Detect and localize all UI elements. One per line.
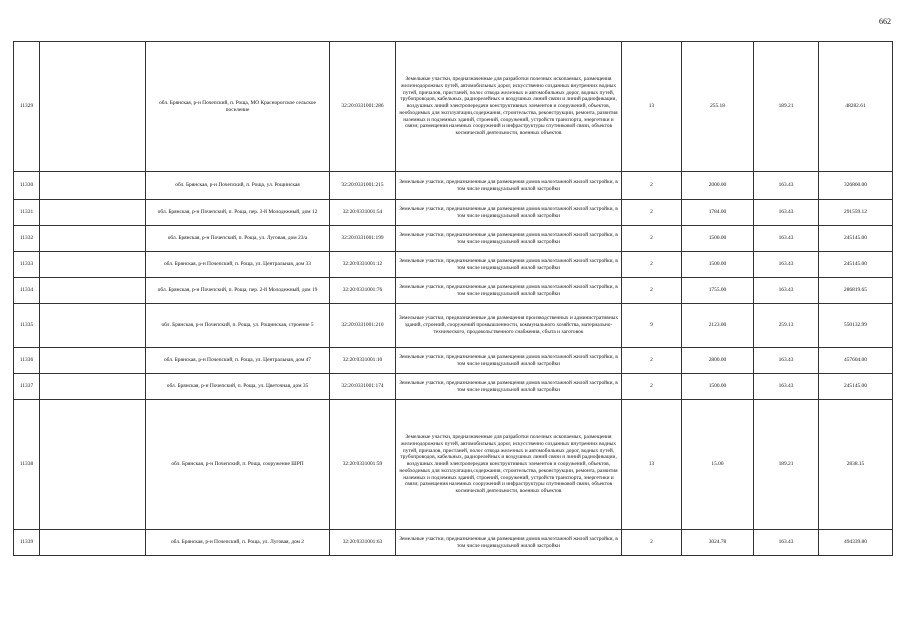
cell-use-group: 2	[622, 278, 682, 304]
cell-cadastral-number: 32:20:0331001:286	[330, 42, 396, 172]
cell-row-number: 11334	[14, 278, 40, 304]
cell-cadastral-number: 32:20:0331001:10	[330, 348, 396, 374]
cell-blank	[40, 348, 146, 374]
cell-cadastral-number: 32:20:0331001:54	[330, 200, 396, 226]
table-row	[14, 226, 893, 252]
cell-row-number: 11336	[14, 348, 40, 374]
cell-cadastral-number: 32:20:0331001:215	[330, 172, 396, 200]
table-row	[14, 42, 893, 172]
cell-use-group: 2	[622, 530, 682, 556]
cell-cadastral-number: 32:20:0331001:12	[330, 252, 396, 278]
cell-row-number: 11337	[14, 374, 40, 400]
cell-cadastral-number: 32:20:0331001:210	[330, 304, 396, 348]
cell-blank	[40, 278, 146, 304]
cell-area: 15.00	[682, 400, 754, 530]
cell-specific-value: 259.13	[754, 304, 819, 348]
cell-blank	[40, 400, 146, 530]
table-row	[14, 172, 893, 200]
cadastral-value-table	[13, 41, 893, 556]
cell-cadastral-value: 286819.65	[819, 278, 893, 304]
cell-area: 1500.00	[682, 374, 754, 400]
cell-use-group: 2	[622, 200, 682, 226]
cell-use-group: 2	[622, 226, 682, 252]
cell-specific-value: 163.43	[754, 278, 819, 304]
cell-permitted-use: Земельные участки, предназначенные для размещения домов малоэтажной жилой застройки, в том числе индивидуальной жилой застройки	[396, 226, 622, 252]
cell-blank	[40, 200, 146, 226]
table-row	[14, 304, 893, 348]
table-row	[14, 400, 893, 530]
cell-area: 3024.78	[682, 530, 754, 556]
cell-address: обл. Брянская, р-н Почепский, п. Роща, пер. 3-й Молодежный, дом 12	[146, 200, 330, 226]
cell-permitted-use: Земельные участки, предназначенные для разработки полезных ископаемых, размещения железнодорожных путей, автомобильных дорог, искусственно созданных внутренних водных путей, причалов, пристаней, полос отвода железных и автомобильных дорог, водных путей, трубопроводов, кабельных, радиорелейных и воздушных линий связи и линий радиофикации, воздушных линий электропередачи конструктивных элементов и сооружений, объектов, необходимых для эксплуатации,содержания, строительства, реконструкции, ремонта, развития наземных и подземных зданий, строений, сооружений, устройств транспорта, энергетики и связи; размещения наземных сооружений и инфраструктуры спутниковой связи, объектов космической деятельности, военных объектов	[396, 400, 622, 530]
page-number: 662	[879, 17, 891, 26]
cell-row-number: 11330	[14, 172, 40, 200]
cell-use-group: 2	[622, 348, 682, 374]
cell-use-group: 13	[622, 400, 682, 530]
cell-row-number: 11329	[14, 42, 40, 172]
cell-address: обл. Брянская, р-н Почепский, п. Роща, МО Краснорогское сельское поселение	[146, 42, 330, 172]
cell-blank	[40, 42, 146, 172]
cell-cadastral-value: 245145.00	[819, 226, 893, 252]
cell-permitted-use: Земельные участки, предназначенные для разработки полезных ископаемых, размещения железнодорожных путей, автомобильных дорог, искусственно созданных внутренних водных путей, причалов, пристаней, полос отвода железных и автомобильных дорог, водных путей, трубопроводов, кабельных, радиорелейных и воздушных линий связи и линий радиофикации, воздушных линий электропередачи конструктивных элементов и сооружений, объектов, необходимых для эксплуатации,содержания, строительства, реконструкции, ремонта, развития наземных и подземных зданий, строений, сооружений, устройств транспорта, энергетики и связи; размещения наземных сооружений и инфраструктуры спутниковой связи, объектов космической деятельности, военных объектов	[396, 42, 622, 172]
cell-cadastral-number: 32:20:0331001:174	[330, 374, 396, 400]
cell-cadastral-number: 32:20:0331001:63	[330, 530, 396, 556]
cell-use-group: 13	[622, 42, 682, 172]
table-row	[14, 252, 893, 278]
cell-permitted-use: Земельные участки, предназначенные для размещения домов малоэтажной жилой застройки, в том числе индивидуальной жилой застройки	[396, 172, 622, 200]
cell-area: 2800.00	[682, 348, 754, 374]
cell-cadastral-value: 550132.99	[819, 304, 893, 348]
cell-use-group: 2	[622, 172, 682, 200]
cell-use-group: 9	[622, 304, 682, 348]
cell-blank	[40, 304, 146, 348]
cell-area: 2123.00	[682, 304, 754, 348]
table-body	[14, 42, 893, 556]
cell-blank	[40, 374, 146, 400]
cell-blank	[40, 172, 146, 200]
cell-specific-value: 189.21	[754, 400, 819, 530]
cell-address: обл. Брянская, р-н Почепский, п. Роща, ул. Луговая, дом 2	[146, 530, 330, 556]
cell-row-number: 11333	[14, 252, 40, 278]
cell-area: 1784.00	[682, 200, 754, 226]
cell-area: 1500.00	[682, 226, 754, 252]
cell-area: 1755.00	[682, 278, 754, 304]
cell-specific-value: 163.43	[754, 172, 819, 200]
cell-blank	[40, 226, 146, 252]
table-row	[14, 200, 893, 226]
cell-permitted-use: Земельные участки, предназначенные для размещения домов малоэтажной жилой застройки, в том числе индивидуальной жилой застройки	[396, 348, 622, 374]
cell-row-number: 11338	[14, 400, 40, 530]
cell-row-number: 11335	[14, 304, 40, 348]
cell-address: обл. Брянская, р-н Почепский, п. Роща, ул. Центральная, дом 33	[146, 252, 330, 278]
cell-address: обл. Брянская, р-н Почепский, п. Роща, ул. Луговая, дом 23/а	[146, 226, 330, 252]
cell-cadastral-number: 32:20:0331001:199	[330, 226, 396, 252]
cell-address: обл. Брянская, р-н Почепский, п. Роща, пер. 2-й Молодежный, дом 19	[146, 278, 330, 304]
cell-cadastral-value: 326860.00	[819, 172, 893, 200]
cell-cadastral-value: 245145.00	[819, 374, 893, 400]
cell-permitted-use: Земельные участки, предназначенные для размещения домов малоэтажной жилой застройки, в том числе индивидуальной жилой застройки	[396, 200, 622, 226]
cell-cadastral-value: 2838.15	[819, 400, 893, 530]
cell-specific-value: 163.43	[754, 226, 819, 252]
cell-area: 1500.00	[682, 252, 754, 278]
cell-permitted-use: Земельные участки, предназначенные для размещения домов малоэтажной жилой застройки, в том числе индивидуальной жилой застройки	[396, 374, 622, 400]
cell-cadastral-number: 32:20:0331001:59	[330, 400, 396, 530]
cell-address: обл. Брянская, р-н Почепский, п. Роща, сооружение ШРП	[146, 400, 330, 530]
cell-row-number: 11339	[14, 530, 40, 556]
cell-blank	[40, 252, 146, 278]
cell-address: обл. Брянская, р-н Почепский, п. Роща, ул. Цветочная, дом 35	[146, 374, 330, 400]
cell-row-number: 11331	[14, 200, 40, 226]
cell-address: обл. Брянская, р-н Почепский, п. Роща, ул. Центральная, дом 47	[146, 348, 330, 374]
cell-cadastral-value: 245145.00	[819, 252, 893, 278]
cell-specific-value: 163.43	[754, 374, 819, 400]
cell-permitted-use: Земельные участки, предназначенные для размещения домов малоэтажной жилой застройки, в том числе индивидуальной жилой застройки	[396, 530, 622, 556]
cell-permitted-use: Земельные участки, предназначенные для размещения производственных и административных зданий, строений, сооружений промышленности, коммунального хозяйства, материально-технического, продовольственного снабжения, сбыта и заготовок	[396, 304, 622, 348]
cell-cadastral-value: 48282.61	[819, 42, 893, 172]
cell-address: обл. Брянская, р-н Почепский, п. Роща, ул. Рощинская, строение 5	[146, 304, 330, 348]
cell-specific-value: 163.43	[754, 252, 819, 278]
cell-specific-value: 163.43	[754, 348, 819, 374]
cell-cadastral-number: 32:20:0331001:76	[330, 278, 396, 304]
table-row	[14, 530, 893, 556]
cell-permitted-use: Земельные участки, предназначенные для размещения домов малоэтажной жилой застройки, в том числе индивидуальной жилой застройки	[396, 252, 622, 278]
cell-cadastral-value: 494339.80	[819, 530, 893, 556]
cell-area: 2000.00	[682, 172, 754, 200]
cell-cadastral-value: 291559.12	[819, 200, 893, 226]
cell-specific-value: 163.43	[754, 200, 819, 226]
cell-use-group: 2	[622, 252, 682, 278]
cell-cadastral-value: 457604.00	[819, 348, 893, 374]
table-row	[14, 348, 893, 374]
cell-blank	[40, 530, 146, 556]
cell-use-group: 2	[622, 374, 682, 400]
table-row	[14, 374, 893, 400]
table-row	[14, 278, 893, 304]
cell-address: обл. Брянская, р-н Почепский, п. Роща, ул. Рощинская	[146, 172, 330, 200]
cell-permitted-use: Земельные участки, предназначенные для размещения домов малоэтажной жилой застройки, в том числе индивидуальной жилой застройки	[396, 278, 622, 304]
cell-specific-value: 163.43	[754, 530, 819, 556]
cell-specific-value: 189.21	[754, 42, 819, 172]
cell-row-number: 11332	[14, 226, 40, 252]
cell-area: 255.18	[682, 42, 754, 172]
